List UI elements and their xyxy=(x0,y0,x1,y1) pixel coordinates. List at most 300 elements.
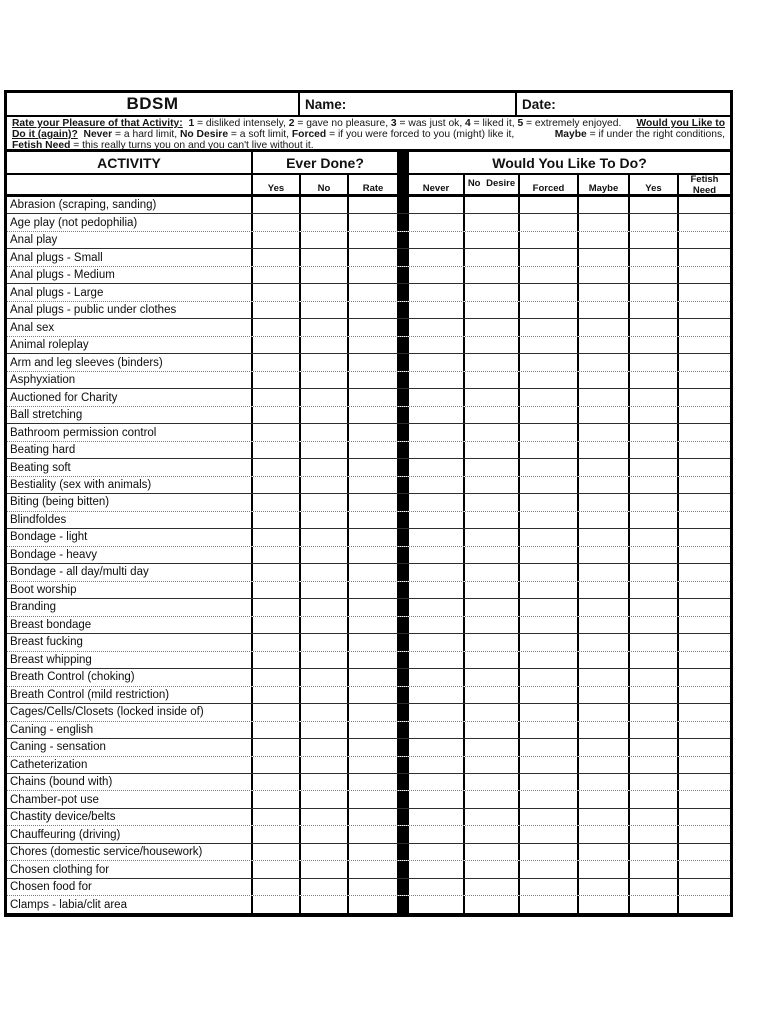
cell-would-never[interactable] xyxy=(409,687,465,703)
cell-would-fetish-need[interactable] xyxy=(679,529,730,545)
cell-would-never[interactable] xyxy=(409,284,465,300)
cell-ever-no[interactable] xyxy=(301,844,349,860)
cell-ever-yes[interactable] xyxy=(253,529,301,545)
cell-would-maybe[interactable] xyxy=(579,407,630,423)
cell-ever-rate[interactable] xyxy=(349,197,397,213)
cell-would-fetish-need[interactable] xyxy=(679,564,730,580)
cell-would-forced[interactable] xyxy=(520,442,579,458)
cell-ever-no[interactable] xyxy=(301,599,349,615)
cell-would-maybe[interactable] xyxy=(579,494,630,510)
cell-would-never[interactable] xyxy=(409,389,465,405)
cell-would-fetish-need[interactable] xyxy=(679,337,730,353)
cell-would-yes[interactable] xyxy=(630,267,679,283)
cell-would-never[interactable] xyxy=(409,214,465,230)
cell-would-no-desire[interactable] xyxy=(465,284,520,300)
cell-would-forced[interactable] xyxy=(520,722,579,738)
cell-ever-yes[interactable] xyxy=(253,704,301,720)
cell-would-yes[interactable] xyxy=(630,669,679,685)
cell-ever-rate[interactable] xyxy=(349,354,397,370)
cell-would-never[interactable] xyxy=(409,599,465,615)
cell-ever-no[interactable] xyxy=(301,634,349,650)
cell-would-fetish-need[interactable] xyxy=(679,844,730,860)
cell-ever-yes[interactable] xyxy=(253,302,301,318)
cell-would-forced[interactable] xyxy=(520,214,579,230)
cell-ever-yes[interactable] xyxy=(253,617,301,633)
cell-ever-yes[interactable] xyxy=(253,791,301,807)
cell-would-yes[interactable] xyxy=(630,459,679,475)
cell-would-never[interactable] xyxy=(409,372,465,388)
cell-would-never[interactable] xyxy=(409,547,465,563)
cell-would-forced[interactable] xyxy=(520,512,579,528)
cell-ever-no[interactable] xyxy=(301,582,349,598)
cell-ever-no[interactable] xyxy=(301,284,349,300)
cell-would-no-desire[interactable] xyxy=(465,319,520,335)
cell-would-maybe[interactable] xyxy=(579,599,630,615)
cell-would-never[interactable] xyxy=(409,302,465,318)
cell-would-fetish-need[interactable] xyxy=(679,407,730,423)
cell-ever-no[interactable] xyxy=(301,407,349,423)
cell-ever-yes[interactable] xyxy=(253,582,301,598)
cell-ever-rate[interactable] xyxy=(349,634,397,650)
cell-would-no-desire[interactable] xyxy=(465,459,520,475)
cell-would-forced[interactable] xyxy=(520,389,579,405)
cell-ever-yes[interactable] xyxy=(253,442,301,458)
cell-would-maybe[interactable] xyxy=(579,214,630,230)
cell-would-fetish-need[interactable] xyxy=(679,826,730,842)
cell-ever-rate[interactable] xyxy=(349,687,397,703)
cell-ever-yes[interactable] xyxy=(253,879,301,895)
cell-ever-no[interactable] xyxy=(301,809,349,825)
cell-would-fetish-need[interactable] xyxy=(679,704,730,720)
cell-would-never[interactable] xyxy=(409,319,465,335)
cell-would-maybe[interactable] xyxy=(579,861,630,877)
cell-would-no-desire[interactable] xyxy=(465,879,520,895)
cell-would-never[interactable] xyxy=(409,337,465,353)
cell-would-forced[interactable] xyxy=(520,232,579,248)
cell-would-no-desire[interactable] xyxy=(465,529,520,545)
cell-would-yes[interactable] xyxy=(630,337,679,353)
cell-would-no-desire[interactable] xyxy=(465,354,520,370)
cell-ever-rate[interactable] xyxy=(349,739,397,755)
cell-would-no-desire[interactable] xyxy=(465,617,520,633)
cell-would-no-desire[interactable] xyxy=(465,267,520,283)
cell-ever-rate[interactable] xyxy=(349,232,397,248)
cell-ever-yes[interactable] xyxy=(253,197,301,213)
cell-ever-rate[interactable] xyxy=(349,757,397,773)
cell-would-no-desire[interactable] xyxy=(465,232,520,248)
cell-ever-rate[interactable] xyxy=(349,512,397,528)
cell-would-never[interactable] xyxy=(409,564,465,580)
cell-would-forced[interactable] xyxy=(520,249,579,265)
cell-ever-yes[interactable] xyxy=(253,757,301,773)
cell-would-forced[interactable] xyxy=(520,687,579,703)
cell-ever-no[interactable] xyxy=(301,267,349,283)
cell-would-no-desire[interactable] xyxy=(465,302,520,318)
cell-ever-rate[interactable] xyxy=(349,861,397,877)
cell-would-fetish-need[interactable] xyxy=(679,634,730,650)
cell-would-fetish-need[interactable] xyxy=(679,861,730,877)
cell-ever-rate[interactable] xyxy=(349,564,397,580)
cell-would-no-desire[interactable] xyxy=(465,826,520,842)
cell-ever-rate[interactable] xyxy=(349,302,397,318)
cell-would-maybe[interactable] xyxy=(579,844,630,860)
cell-would-yes[interactable] xyxy=(630,302,679,318)
cell-would-no-desire[interactable] xyxy=(465,652,520,668)
cell-would-maybe[interactable] xyxy=(579,774,630,790)
cell-would-fetish-need[interactable] xyxy=(679,757,730,773)
cell-would-fetish-need[interactable] xyxy=(679,809,730,825)
cell-ever-yes[interactable] xyxy=(253,389,301,405)
cell-ever-no[interactable] xyxy=(301,232,349,248)
cell-would-maybe[interactable] xyxy=(579,791,630,807)
cell-would-maybe[interactable] xyxy=(579,757,630,773)
cell-would-never[interactable] xyxy=(409,791,465,807)
cell-ever-rate[interactable] xyxy=(349,599,397,615)
cell-ever-rate[interactable] xyxy=(349,844,397,860)
cell-would-no-desire[interactable] xyxy=(465,337,520,353)
cell-ever-no[interactable] xyxy=(301,669,349,685)
cell-would-yes[interactable] xyxy=(630,634,679,650)
cell-would-maybe[interactable] xyxy=(579,249,630,265)
cell-would-maybe[interactable] xyxy=(579,879,630,895)
cell-would-no-desire[interactable] xyxy=(465,896,520,912)
cell-would-never[interactable] xyxy=(409,249,465,265)
cell-ever-yes[interactable] xyxy=(253,372,301,388)
cell-would-no-desire[interactable] xyxy=(465,704,520,720)
cell-would-fetish-need[interactable] xyxy=(679,302,730,318)
cell-would-fetish-need[interactable] xyxy=(679,879,730,895)
cell-ever-rate[interactable] xyxy=(349,809,397,825)
cell-ever-yes[interactable] xyxy=(253,407,301,423)
cell-would-forced[interactable] xyxy=(520,424,579,440)
cell-would-no-desire[interactable] xyxy=(465,774,520,790)
cell-would-no-desire[interactable] xyxy=(465,861,520,877)
cell-would-never[interactable] xyxy=(409,477,465,493)
cell-would-fetish-need[interactable] xyxy=(679,774,730,790)
cell-would-no-desire[interactable] xyxy=(465,722,520,738)
cell-ever-no[interactable] xyxy=(301,529,349,545)
cell-would-fetish-need[interactable] xyxy=(679,354,730,370)
cell-ever-yes[interactable] xyxy=(253,687,301,703)
cell-would-maybe[interactable] xyxy=(579,372,630,388)
cell-would-maybe[interactable] xyxy=(579,652,630,668)
cell-would-never[interactable] xyxy=(409,774,465,790)
cell-would-yes[interactable] xyxy=(630,861,679,877)
cell-would-fetish-need[interactable] xyxy=(679,547,730,563)
cell-ever-rate[interactable] xyxy=(349,704,397,720)
cell-would-maybe[interactable] xyxy=(579,284,630,300)
cell-would-no-desire[interactable] xyxy=(465,809,520,825)
cell-would-forced[interactable] xyxy=(520,582,579,598)
cell-would-maybe[interactable] xyxy=(579,529,630,545)
cell-would-yes[interactable] xyxy=(630,564,679,580)
cell-ever-rate[interactable] xyxy=(349,617,397,633)
cell-would-never[interactable] xyxy=(409,582,465,598)
cell-would-forced[interactable] xyxy=(520,319,579,335)
cell-ever-yes[interactable] xyxy=(253,459,301,475)
cell-would-forced[interactable] xyxy=(520,739,579,755)
cell-ever-yes[interactable] xyxy=(253,652,301,668)
cell-would-yes[interactable] xyxy=(630,389,679,405)
cell-ever-rate[interactable] xyxy=(349,826,397,842)
cell-would-maybe[interactable] xyxy=(579,826,630,842)
cell-would-never[interactable] xyxy=(409,879,465,895)
cell-would-yes[interactable] xyxy=(630,599,679,615)
cell-ever-yes[interactable] xyxy=(253,722,301,738)
cell-would-fetish-need[interactable] xyxy=(679,197,730,213)
cell-would-never[interactable] xyxy=(409,232,465,248)
cell-ever-yes[interactable] xyxy=(253,494,301,510)
cell-ever-no[interactable] xyxy=(301,687,349,703)
cell-would-maybe[interactable] xyxy=(579,302,630,318)
cell-ever-no[interactable] xyxy=(301,879,349,895)
cell-ever-no[interactable] xyxy=(301,197,349,213)
cell-would-yes[interactable] xyxy=(630,354,679,370)
cell-would-no-desire[interactable] xyxy=(465,687,520,703)
cell-ever-no[interactable] xyxy=(301,564,349,580)
cell-would-fetish-need[interactable] xyxy=(679,652,730,668)
cell-ever-no[interactable] xyxy=(301,494,349,510)
cell-ever-rate[interactable] xyxy=(349,337,397,353)
cell-would-forced[interactable] xyxy=(520,599,579,615)
cell-would-never[interactable] xyxy=(409,529,465,545)
cell-would-maybe[interactable] xyxy=(579,722,630,738)
cell-ever-yes[interactable] xyxy=(253,809,301,825)
cell-ever-yes[interactable] xyxy=(253,424,301,440)
cell-would-yes[interactable] xyxy=(630,704,679,720)
cell-would-yes[interactable] xyxy=(630,617,679,633)
cell-would-yes[interactable] xyxy=(630,494,679,510)
cell-would-forced[interactable] xyxy=(520,669,579,685)
cell-ever-yes[interactable] xyxy=(253,232,301,248)
cell-would-maybe[interactable] xyxy=(579,477,630,493)
cell-would-maybe[interactable] xyxy=(579,354,630,370)
cell-would-yes[interactable] xyxy=(630,214,679,230)
cell-would-no-desire[interactable] xyxy=(465,424,520,440)
cell-ever-rate[interactable] xyxy=(349,494,397,510)
cell-would-maybe[interactable] xyxy=(579,389,630,405)
cell-would-forced[interactable] xyxy=(520,459,579,475)
cell-would-yes[interactable] xyxy=(630,757,679,773)
cell-ever-rate[interactable] xyxy=(349,284,397,300)
cell-would-fetish-need[interactable] xyxy=(679,214,730,230)
cell-would-forced[interactable] xyxy=(520,861,579,877)
cell-would-never[interactable] xyxy=(409,407,465,423)
cell-ever-rate[interactable] xyxy=(349,319,397,335)
cell-would-never[interactable] xyxy=(409,757,465,773)
cell-would-yes[interactable] xyxy=(630,896,679,912)
cell-ever-rate[interactable] xyxy=(349,774,397,790)
cell-would-yes[interactable] xyxy=(630,687,679,703)
cell-ever-yes[interactable] xyxy=(253,319,301,335)
cell-would-maybe[interactable] xyxy=(579,564,630,580)
cell-would-never[interactable] xyxy=(409,739,465,755)
cell-would-maybe[interactable] xyxy=(579,232,630,248)
cell-would-no-desire[interactable] xyxy=(465,547,520,563)
cell-would-no-desire[interactable] xyxy=(465,791,520,807)
cell-would-no-desire[interactable] xyxy=(465,494,520,510)
cell-ever-yes[interactable] xyxy=(253,599,301,615)
cell-would-no-desire[interactable] xyxy=(465,477,520,493)
cell-ever-yes[interactable] xyxy=(253,512,301,528)
cell-ever-rate[interactable] xyxy=(349,791,397,807)
cell-ever-yes[interactable] xyxy=(253,774,301,790)
cell-would-no-desire[interactable] xyxy=(465,739,520,755)
cell-would-yes[interactable] xyxy=(630,809,679,825)
cell-would-never[interactable] xyxy=(409,634,465,650)
cell-ever-no[interactable] xyxy=(301,214,349,230)
cell-ever-no[interactable] xyxy=(301,722,349,738)
cell-would-never[interactable] xyxy=(409,809,465,825)
cell-would-yes[interactable] xyxy=(630,774,679,790)
cell-ever-rate[interactable] xyxy=(349,879,397,895)
cell-would-fetish-need[interactable] xyxy=(679,442,730,458)
cell-would-forced[interactable] xyxy=(520,302,579,318)
cell-would-maybe[interactable] xyxy=(579,582,630,598)
cell-would-maybe[interactable] xyxy=(579,704,630,720)
cell-ever-no[interactable] xyxy=(301,739,349,755)
cell-ever-rate[interactable] xyxy=(349,249,397,265)
cell-ever-yes[interactable] xyxy=(253,214,301,230)
cell-would-fetish-need[interactable] xyxy=(679,389,730,405)
cell-would-yes[interactable] xyxy=(630,249,679,265)
cell-would-no-desire[interactable] xyxy=(465,634,520,650)
cell-would-forced[interactable] xyxy=(520,354,579,370)
cell-would-forced[interactable] xyxy=(520,844,579,860)
cell-ever-yes[interactable] xyxy=(253,477,301,493)
cell-ever-no[interactable] xyxy=(301,477,349,493)
name-field[interactable] xyxy=(300,93,517,115)
cell-ever-yes[interactable] xyxy=(253,337,301,353)
cell-would-fetish-need[interactable] xyxy=(679,512,730,528)
cell-would-never[interactable] xyxy=(409,896,465,912)
cell-would-maybe[interactable] xyxy=(579,669,630,685)
cell-would-forced[interactable] xyxy=(520,896,579,912)
date-field[interactable] xyxy=(517,93,730,115)
cell-would-yes[interactable] xyxy=(630,477,679,493)
cell-ever-no[interactable] xyxy=(301,791,349,807)
cell-ever-rate[interactable] xyxy=(349,389,397,405)
cell-would-no-desire[interactable] xyxy=(465,372,520,388)
cell-would-yes[interactable] xyxy=(630,739,679,755)
cell-ever-no[interactable] xyxy=(301,459,349,475)
cell-would-never[interactable] xyxy=(409,669,465,685)
cell-would-forced[interactable] xyxy=(520,791,579,807)
cell-would-never[interactable] xyxy=(409,652,465,668)
cell-would-forced[interactable] xyxy=(520,337,579,353)
cell-would-yes[interactable] xyxy=(630,547,679,563)
cell-ever-no[interactable] xyxy=(301,757,349,773)
cell-would-yes[interactable] xyxy=(630,372,679,388)
cell-ever-rate[interactable] xyxy=(349,442,397,458)
cell-would-never[interactable] xyxy=(409,704,465,720)
cell-would-fetish-need[interactable] xyxy=(679,284,730,300)
cell-ever-yes[interactable] xyxy=(253,896,301,912)
cell-would-no-desire[interactable] xyxy=(465,442,520,458)
cell-ever-rate[interactable] xyxy=(349,669,397,685)
cell-would-never[interactable] xyxy=(409,442,465,458)
cell-would-fetish-need[interactable] xyxy=(679,791,730,807)
cell-would-fetish-need[interactable] xyxy=(679,459,730,475)
cell-ever-no[interactable] xyxy=(301,442,349,458)
cell-ever-rate[interactable] xyxy=(349,529,397,545)
cell-would-no-desire[interactable] xyxy=(465,844,520,860)
cell-would-no-desire[interactable] xyxy=(465,249,520,265)
cell-would-yes[interactable] xyxy=(630,319,679,335)
cell-ever-no[interactable] xyxy=(301,389,349,405)
cell-would-maybe[interactable] xyxy=(579,512,630,528)
cell-ever-yes[interactable] xyxy=(253,354,301,370)
cell-would-maybe[interactable] xyxy=(579,424,630,440)
cell-would-forced[interactable] xyxy=(520,774,579,790)
cell-would-fetish-need[interactable] xyxy=(679,722,730,738)
cell-would-maybe[interactable] xyxy=(579,337,630,353)
cell-ever-rate[interactable] xyxy=(349,267,397,283)
cell-would-never[interactable] xyxy=(409,494,465,510)
cell-would-forced[interactable] xyxy=(520,826,579,842)
cell-would-fetish-need[interactable] xyxy=(679,494,730,510)
cell-ever-rate[interactable] xyxy=(349,652,397,668)
cell-would-forced[interactable] xyxy=(520,704,579,720)
cell-ever-rate[interactable] xyxy=(349,372,397,388)
cell-would-yes[interactable] xyxy=(630,652,679,668)
cell-would-forced[interactable] xyxy=(520,529,579,545)
cell-would-maybe[interactable] xyxy=(579,319,630,335)
cell-ever-yes[interactable] xyxy=(253,669,301,685)
cell-would-fetish-need[interactable] xyxy=(679,319,730,335)
cell-would-no-desire[interactable] xyxy=(465,757,520,773)
cell-would-maybe[interactable] xyxy=(579,267,630,283)
cell-ever-no[interactable] xyxy=(301,337,349,353)
cell-would-fetish-need[interactable] xyxy=(679,739,730,755)
cell-would-yes[interactable] xyxy=(630,826,679,842)
cell-ever-no[interactable] xyxy=(301,617,349,633)
cell-would-maybe[interactable] xyxy=(579,896,630,912)
cell-ever-no[interactable] xyxy=(301,547,349,563)
cell-ever-rate[interactable] xyxy=(349,477,397,493)
cell-would-fetish-need[interactable] xyxy=(679,582,730,598)
cell-would-fetish-need[interactable] xyxy=(679,617,730,633)
cell-would-never[interactable] xyxy=(409,354,465,370)
cell-would-fetish-need[interactable] xyxy=(679,424,730,440)
cell-would-no-desire[interactable] xyxy=(465,582,520,598)
cell-ever-yes[interactable] xyxy=(253,249,301,265)
cell-would-forced[interactable] xyxy=(520,757,579,773)
cell-would-fetish-need[interactable] xyxy=(679,669,730,685)
cell-would-fetish-need[interactable] xyxy=(679,477,730,493)
cell-would-yes[interactable] xyxy=(630,512,679,528)
cell-would-forced[interactable] xyxy=(520,477,579,493)
cell-would-maybe[interactable] xyxy=(579,617,630,633)
cell-ever-yes[interactable] xyxy=(253,267,301,283)
cell-would-no-desire[interactable] xyxy=(465,599,520,615)
cell-ever-yes[interactable] xyxy=(253,861,301,877)
cell-would-maybe[interactable] xyxy=(579,547,630,563)
cell-ever-yes[interactable] xyxy=(253,634,301,650)
cell-would-forced[interactable] xyxy=(520,267,579,283)
cell-would-forced[interactable] xyxy=(520,407,579,423)
cell-would-maybe[interactable] xyxy=(579,809,630,825)
cell-would-yes[interactable] xyxy=(630,442,679,458)
cell-ever-rate[interactable] xyxy=(349,214,397,230)
cell-would-maybe[interactable] xyxy=(579,459,630,475)
cell-ever-rate[interactable] xyxy=(349,896,397,912)
cell-would-yes[interactable] xyxy=(630,582,679,598)
cell-would-yes[interactable] xyxy=(630,879,679,895)
cell-ever-no[interactable] xyxy=(301,302,349,318)
cell-ever-no[interactable] xyxy=(301,319,349,335)
cell-would-never[interactable] xyxy=(409,826,465,842)
